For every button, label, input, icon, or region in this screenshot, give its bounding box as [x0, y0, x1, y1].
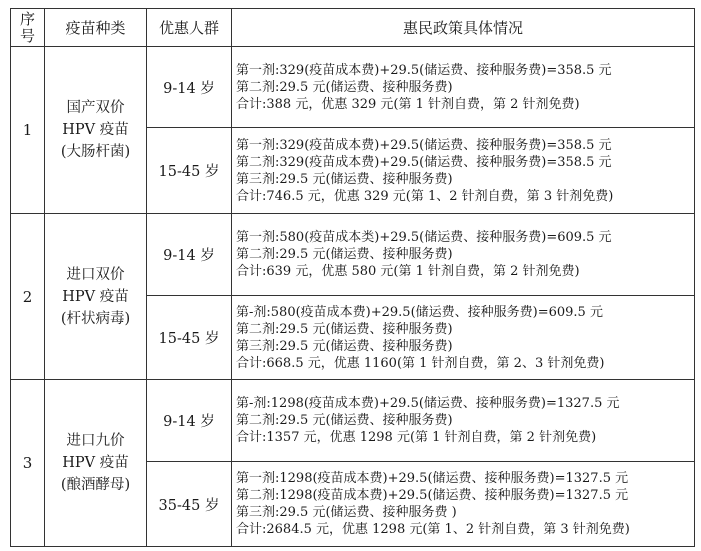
- policy-line: 第-剂:580(疫苗成本费)+29.5(储运费、接种服务费)=609.5 元: [236, 304, 603, 320]
- header-policy: 惠民政策具体情况: [232, 9, 695, 47]
- vaccine-type-cell: [45, 214, 147, 380]
- vaccine-type-line: HPV 疫苗: [62, 122, 129, 138]
- target-group-cell: 15-45 岁: [147, 296, 232, 380]
- policy-line: 合计:2684.5 元，优惠 1298 元(第 1、2 针剂自费，第 3 针剂免费): [236, 522, 630, 537]
- target-group-cell: 9-14 岁: [147, 47, 232, 128]
- policy-detail-cell: [232, 296, 695, 380]
- vaccine-type-line: (酿酒酵母): [60, 477, 131, 493]
- row-index: 1: [11, 47, 45, 214]
- policy-detail-cell: [232, 47, 695, 128]
- vaccine-type-line: HPV 疫苗: [62, 288, 129, 305]
- vaccine-type-line: (大肠杆菌): [60, 144, 131, 160]
- policy-detail-cell: [232, 380, 695, 462]
- policy-line: 合计:388 元，优惠 329 元(第 1 针剂自费，第 2 针剂免费): [236, 96, 580, 112]
- vaccine-type-line: 国产双价: [66, 100, 125, 116]
- vaccine-type-cell: [45, 47, 147, 214]
- vaccine-type-cell: [45, 380, 147, 547]
- target-group-cell: 35-45 岁: [147, 462, 232, 547]
- policy-line: 合计:668.5 元，优惠 1160(第 1 针剂自费，第 2、3 针剂免费): [236, 355, 605, 371]
- hpv-vaccine-policy-table: [10, 8, 695, 547]
- target-group-cell: 9-14 岁: [147, 380, 232, 462]
- target-group-cell: 15-45 岁: [147, 128, 232, 214]
- vaccine-type-line: 进口九价: [66, 433, 125, 449]
- row-index: 3: [11, 380, 45, 547]
- policy-line: 第一剂:329(疫苗成本费)+29.5(储运费、接种服务费)=358.5 元: [236, 137, 612, 153]
- policy-line: 第二剂:29.5 元(储运费、接种服务费): [236, 321, 453, 337]
- policy-detail-cell: [232, 462, 695, 547]
- policy-line: 第三剂:29.5 元(储运费、接种服务费 ): [236, 505, 457, 520]
- policy-line: 第二剂:29.5 元(储运费、接种服务费): [236, 247, 453, 262]
- policy-line: 第二剂:1298(疫苗成本费)+29.5(储运费、接种服务费)=1327.5 元: [236, 488, 629, 503]
- policy-line: 第三剂:29.5 元(储运费、接种服务费): [236, 171, 453, 187]
- vaccine-type-line: (杆状病毒): [60, 310, 131, 327]
- table-row: [11, 214, 695, 296]
- policy-line: 合计:1357 元，优惠 1298 元(第 1 针剂自费，第 2 针剂免费): [236, 430, 597, 445]
- policy-line: 第二剂:29.5 元(储运费、接种服务费): [236, 413, 453, 428]
- header-index-text: 序号: [19, 9, 35, 45]
- target-group-cell: 9-14 岁: [147, 214, 232, 296]
- policy-line: 第三剂:29.5 元(储运费、接种服务费): [236, 338, 453, 354]
- policy-line: 第-剂:1298(疫苗成本费)+29.5(储运费、接种服务费)=1327.5 元: [236, 396, 620, 411]
- policy-detail-cell: [232, 128, 695, 214]
- policy-line: 第一剂:580(疫苗成本类)+29.5(储运费、接种服务费)=609.5 元: [236, 230, 612, 245]
- policy-line: 第一剂:1298(疫苗成本费)+29.5(储运费、接种服务费)=1327.5 元: [236, 471, 629, 486]
- vaccine-type-line: 进口双价: [66, 266, 125, 283]
- policy-line: 第一剂:329(疫苗成本费)+29.5(储运费、接种服务费)=358.5 元: [236, 62, 612, 78]
- header-row: [11, 9, 695, 47]
- header-vaccine-type: 疫苗种类: [45, 9, 147, 47]
- vaccine-type-line: HPV 疫苗: [62, 455, 129, 471]
- policy-line: 第二剂:29.5 元(储运费、接种服务费): [236, 79, 453, 95]
- policy-detail-cell: [232, 214, 695, 296]
- policy-line: 合计:639 元，优惠 580 元(第 1 针剂自费，第 2 针剂免费): [236, 264, 580, 279]
- table-row: [11, 47, 695, 128]
- policy-line: 合计:746.5 元，优惠 329 元(第 1、2 针剂自费，第 3 针剂免费): [236, 188, 614, 204]
- policy-line: 第二剂:329(疫苗成本费)+29.5(储运费、接种服务费)=358.5 元: [236, 154, 612, 170]
- table-row: [11, 380, 695, 462]
- header-target-group: 优惠人群: [147, 9, 232, 47]
- header-index: [11, 9, 45, 47]
- row-index: 2: [11, 214, 45, 380]
